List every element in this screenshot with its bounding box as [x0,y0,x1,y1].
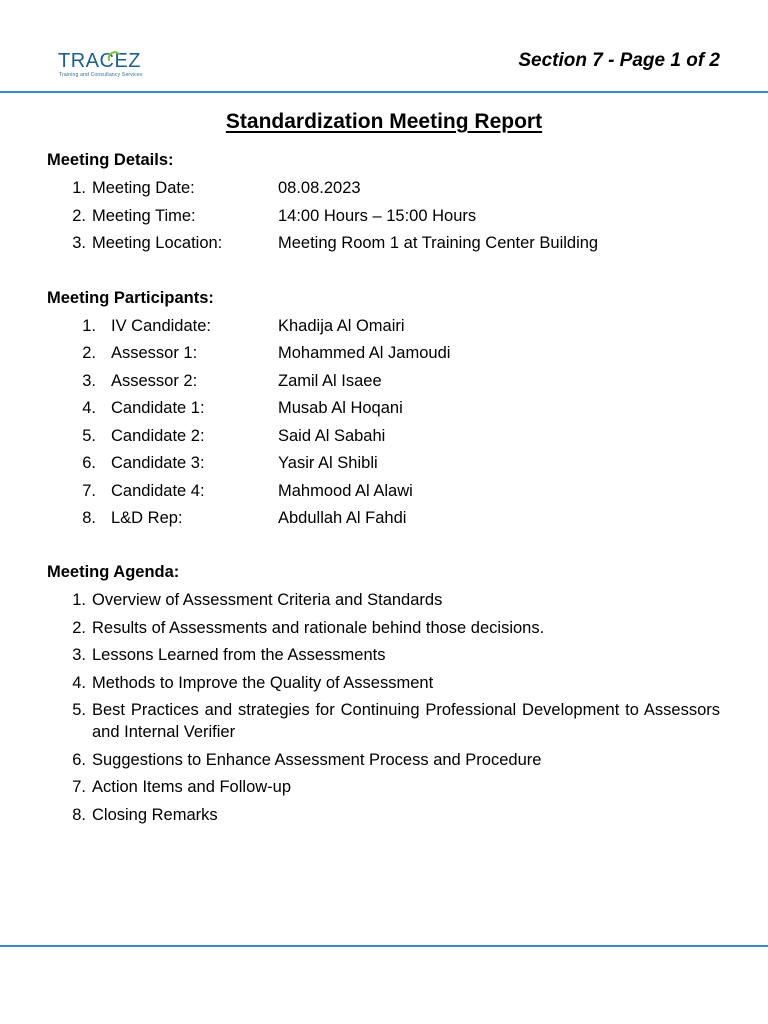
participant-role: IV Candidate: [111,317,211,335]
agenda-text: Best Practices and strategies for Continuing Professional Development to Assessors and Internal Verifier [92,701,720,741]
participant-name: Yasir Al Shibli [278,454,378,472]
list-number: 3. [82,372,96,390]
agenda-text: Action Items and Follow-up [92,778,292,796]
agenda-text: Suggestions to Enhance Assessment Process and Procedure [92,751,542,769]
participant-name: Khadija Al Omairi [278,317,405,335]
logo-wordmark: TRACEZ [58,50,141,72]
detail-label: Meeting Location: [92,234,223,252]
logo-tagline: Training and Consultancy Services [59,72,143,78]
agenda-text: Lessons Learned from the Assessments [92,646,386,664]
list-number: 3. [72,646,86,664]
logo-swoosh-icon [106,50,122,66]
participant-name: Mahmood Al Alawi [278,482,413,500]
agenda-heading: Meeting Agenda: [47,563,180,581]
list-number: 3. [72,234,86,252]
participant-role: Candidate 3: [111,454,205,472]
list-number: 8. [82,509,96,527]
participant-role: L&D Rep: [111,509,183,527]
agenda-text: Methods to Improve the Quality of Assessment [92,674,434,692]
list-number: 2. [72,619,86,637]
list-number: 7. [82,482,96,500]
list-number: 1. [72,591,86,609]
detail-value: 14:00 Hours – 15:00 Hours [278,207,477,225]
list-number: 2. [72,207,86,225]
meeting-details-heading: Meeting Details: [47,151,174,169]
section-page-label: Section 7 - Page 1 of 2 [518,50,720,71]
detail-label: Meeting Time: [92,207,196,225]
participant-role: Assessor 2: [111,372,198,390]
list-number: 4. [72,674,86,692]
header-divider [0,91,768,93]
list-number: 5. [72,701,86,719]
detail-value: 08.08.2023 [278,179,361,197]
list-number: 1. [72,179,86,197]
list-number: 6. [82,454,96,472]
list-number: 8. [72,806,86,824]
company-logo [58,50,178,84]
list-number: 6. [72,751,86,769]
participant-name: Mohammed Al Jamoudi [278,344,451,362]
participant-name: Abdullah Al Fahdi [278,509,407,527]
document-title: Standardization Meeting Report [225,110,543,133]
agenda-text: Closing Remarks [92,806,218,824]
agenda-text: Overview of Assessment Criteria and Standards [92,591,443,609]
detail-value: Meeting Room 1 at Training Center Building [278,234,599,252]
agenda-text: Results of Assessments and rationale behind those decisions. [92,619,545,637]
participant-role: Candidate 1: [111,399,205,417]
list-number: 2. [82,344,96,362]
participant-name: Musab Al Hoqani [278,399,403,417]
list-number: 1. [82,317,96,335]
participants-heading: Meeting Participants: [47,289,214,307]
participant-role: Candidate 2: [111,427,205,445]
list-number: 5. [82,427,96,445]
participant-name: Said Al Sabahi [278,427,386,445]
footer-divider [0,945,768,947]
participant-role: Candidate 4: [111,482,205,500]
participant-name: Zamil Al Isaee [278,372,382,390]
list-number: 7. [72,778,86,796]
list-number: 4. [82,399,96,417]
participant-role: Assessor 1: [111,344,198,362]
detail-label: Meeting Date: [92,179,195,197]
